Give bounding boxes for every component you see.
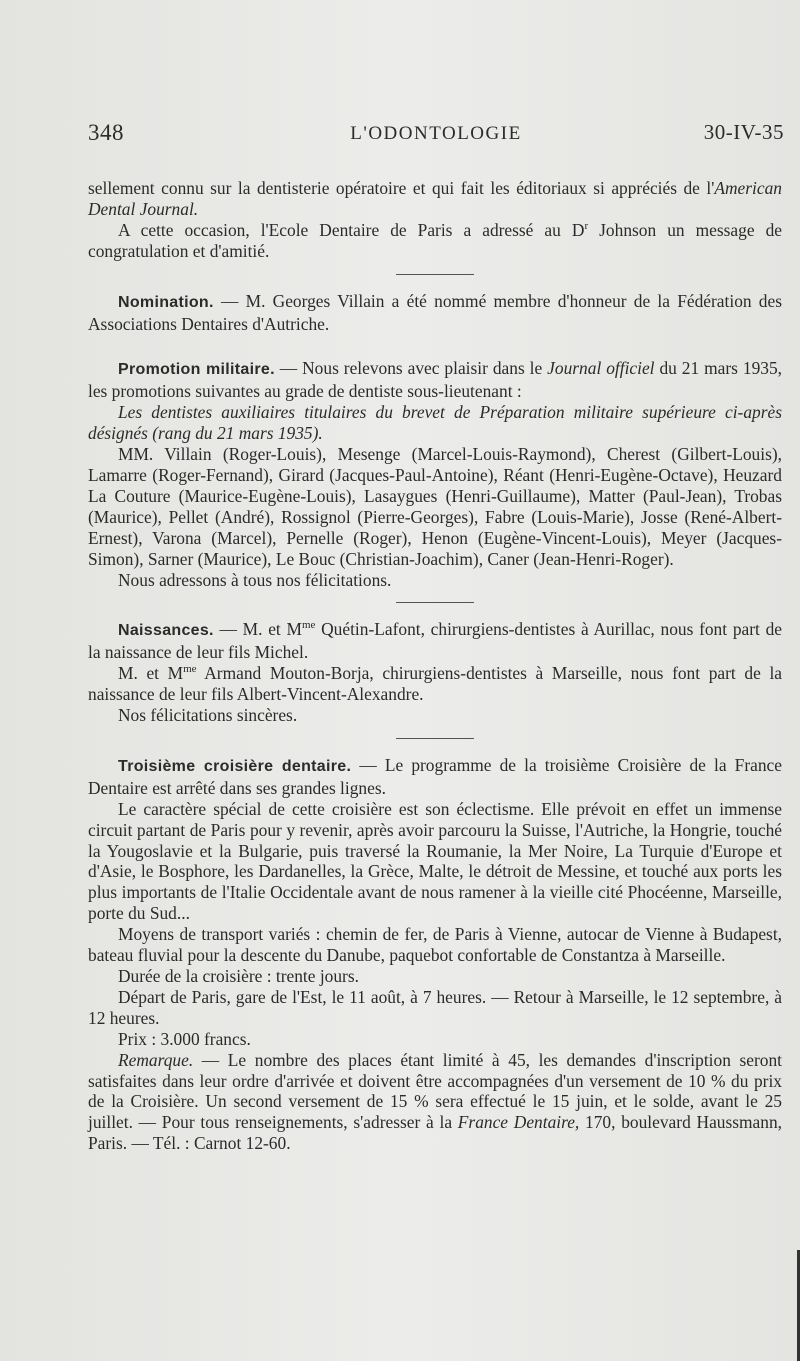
naissances-text: M. et M: [118, 663, 184, 684]
spacer: [88, 334, 782, 346]
dash: —: [351, 754, 385, 775]
croisiere-paragraph-1: [88, 755, 782, 799]
promotion-names: MM. Villain (Roger-Louis), Mesenge (Marcel-Louis-Raymond), Cherest (Gilbert-Louis), Lamarre (Roger-Fernand), Girard (Jacques-Paul-Antoine), Réant (Henri-Eugène-Octave), Heuzard La Couture (Maurice-Eugène-Louis), Lasaygues (Henri-Guillaume), Matter (Paul-Jean), Trobas (Maurice), Pellet (André), Rossignol (Pierre-Georges), Fabre (Louis-Marie), Josse (René-Albert-Ernest), Varona (Marcel), Pernelle (Roger), Henon (Eugène-Vincent-Louis), Meyer (Jacques-Simon), Sarner (Maurice), Le Bouc (Christian-Joachim), Caner (Jean-Henri-Roger).: [88, 444, 782, 569]
section-divider: [396, 738, 474, 739]
croisiere-paragraph-5: Départ de Paris, gare de l'Est, le 11 août, à 7 heures. — Retour à Marseille, le 12 septembre, à 12 heures.: [88, 986, 782, 1028]
intro-text: sellement connu sur la dentisterie opératoire et qui fait les éditoriaux si appréciés de l': [88, 178, 715, 198]
intro-paragraph-1: [88, 178, 782, 220]
dash: —: [213, 619, 243, 640]
section-divider: [396, 274, 474, 275]
naissances-paragraph-1: [88, 619, 782, 663]
croisiere-paragraph-6: Prix : 3.000 francs.: [118, 1028, 251, 1049]
naissances-text: M. et M: [242, 619, 302, 640]
nomination-paragraph: [88, 291, 782, 335]
croisiere-text: 170, boulevard Haussmann, Paris. — Tél. : Carnot 12-60.: [88, 1112, 782, 1154]
journal-title: L'ODONTOLOGIE: [350, 123, 522, 144]
promotion-paragraph: [88, 358, 782, 402]
issue-date: 30-IV-35: [703, 120, 784, 144]
intro-text: Johnson un message de congratulation et d'amitié.: [88, 219, 782, 261]
croisiere-text: — Le nombre des places étant limité à 45, les demandes d'inscription seront satisfaites dans leur ordre d'arrivée et doivent être accompagnées d'un versement de 10 % du prix de la Croisière. Un second versement de 15 % sera effectué le 15 juin, et le solde, avant le 25 juillet. — Pour tous renseignements, s'adresser à la: [88, 1049, 782, 1133]
promotion-closing: Nous adressons à tous nos félicitations.: [118, 569, 392, 590]
superscript: r: [584, 220, 589, 233]
article-body: [88, 178, 782, 1154]
spacer: [88, 346, 782, 358]
croisiere-heading: Troisième croisière dentaire.: [118, 757, 352, 775]
journal-name: American Dental Journal.: [88, 178, 782, 219]
croisiere-paragraph-3: Moyens de transport variés : chemin de fer, de Paris à Vienne, autocar de Vienne à Budapest, bateau fluvial pour la descente du Danube, paquebot confortable de Constantza à Marseille.: [88, 924, 782, 966]
dash: —: [213, 290, 246, 311]
promotion-text: du 21 mars 1935, les promotions suivantes au grade de dentiste sous-lieutenant :: [88, 358, 783, 402]
naissances-heading: Naissances.: [118, 622, 214, 640]
section-divider: [396, 602, 474, 603]
nomination-text: M. Georges Villain a été nommé membre d'honneur de la Fédération des Associations Dentaires d'Autriche.: [88, 290, 782, 334]
croisiere-paragraph-7: [88, 1050, 782, 1155]
croisiere-text: Le programme de la troisième Croisière de la France Dentaire est arrêté dans ses grandes lignes.: [88, 754, 782, 798]
intro-text: A cette occasion, l'Ecole Dentaire de Paris a adressé au D: [118, 219, 585, 240]
remarque-label: Remarque.: [118, 1049, 194, 1070]
superscript: me: [301, 619, 316, 632]
croisiere-paragraph-4: Durée de la croisière : trente jours.: [118, 966, 359, 986]
nomination-heading: Nomination.: [118, 293, 214, 311]
naissances-text: Quétin-Lafont, chirurgiens-dentistes à Aurillac, nous font part de la naissance de leur fils Michel.: [88, 619, 782, 663]
dash: —: [274, 358, 303, 379]
france-dentaire: France Dentaire,: [457, 1112, 580, 1133]
promotion-quote: Les dentistes auxiliaires titulaires du brevet de Préparation militaire supérieure ci-après désignés (rang du 21 mars 1935).: [88, 402, 782, 444]
promotion-text: Nous relevons avec plaisir dans le: [302, 358, 548, 379]
promotion-heading: Promotion militaire.: [118, 361, 275, 379]
running-header: [88, 120, 784, 150]
naissances-paragraph-3: Nos félicitations sincères.: [118, 705, 298, 726]
croisiere-paragraph-2: Le caractère spécial de cette croisière est son éclectisme. Elle prévoit en effet un immense circuit partant de Paris pour y revenir, après avoir parcouru la Suisse, l'Autriche, la Hongrie, touché la Yougoslavie et la Bulgarie, puis traversé la Roumanie, la Mer Noire, La Turquie d'Europe et d'Asie, le Bosphore, les Dardanelles, la Grèce, Malte, le détroit de Messine, et touché aux ports les plus importants de l'Italie Occidentale avant de nous ramener à la vieille cité Phocéenne, Marseille, porte du Sud...: [88, 798, 782, 924]
naissances-paragraph-2: [88, 663, 782, 705]
page-number: 348: [88, 120, 124, 145]
superscript: me: [183, 663, 197, 676]
intro-paragraph-2: [88, 220, 782, 262]
naissances-text: Armand Mouton-Borja, chirurgiens-dentistes à Marseille, nous font part de la naissance de leur fils Albert-Vincent-Alexandre.: [88, 663, 782, 705]
journal-officiel: Journal officiel: [547, 358, 655, 379]
